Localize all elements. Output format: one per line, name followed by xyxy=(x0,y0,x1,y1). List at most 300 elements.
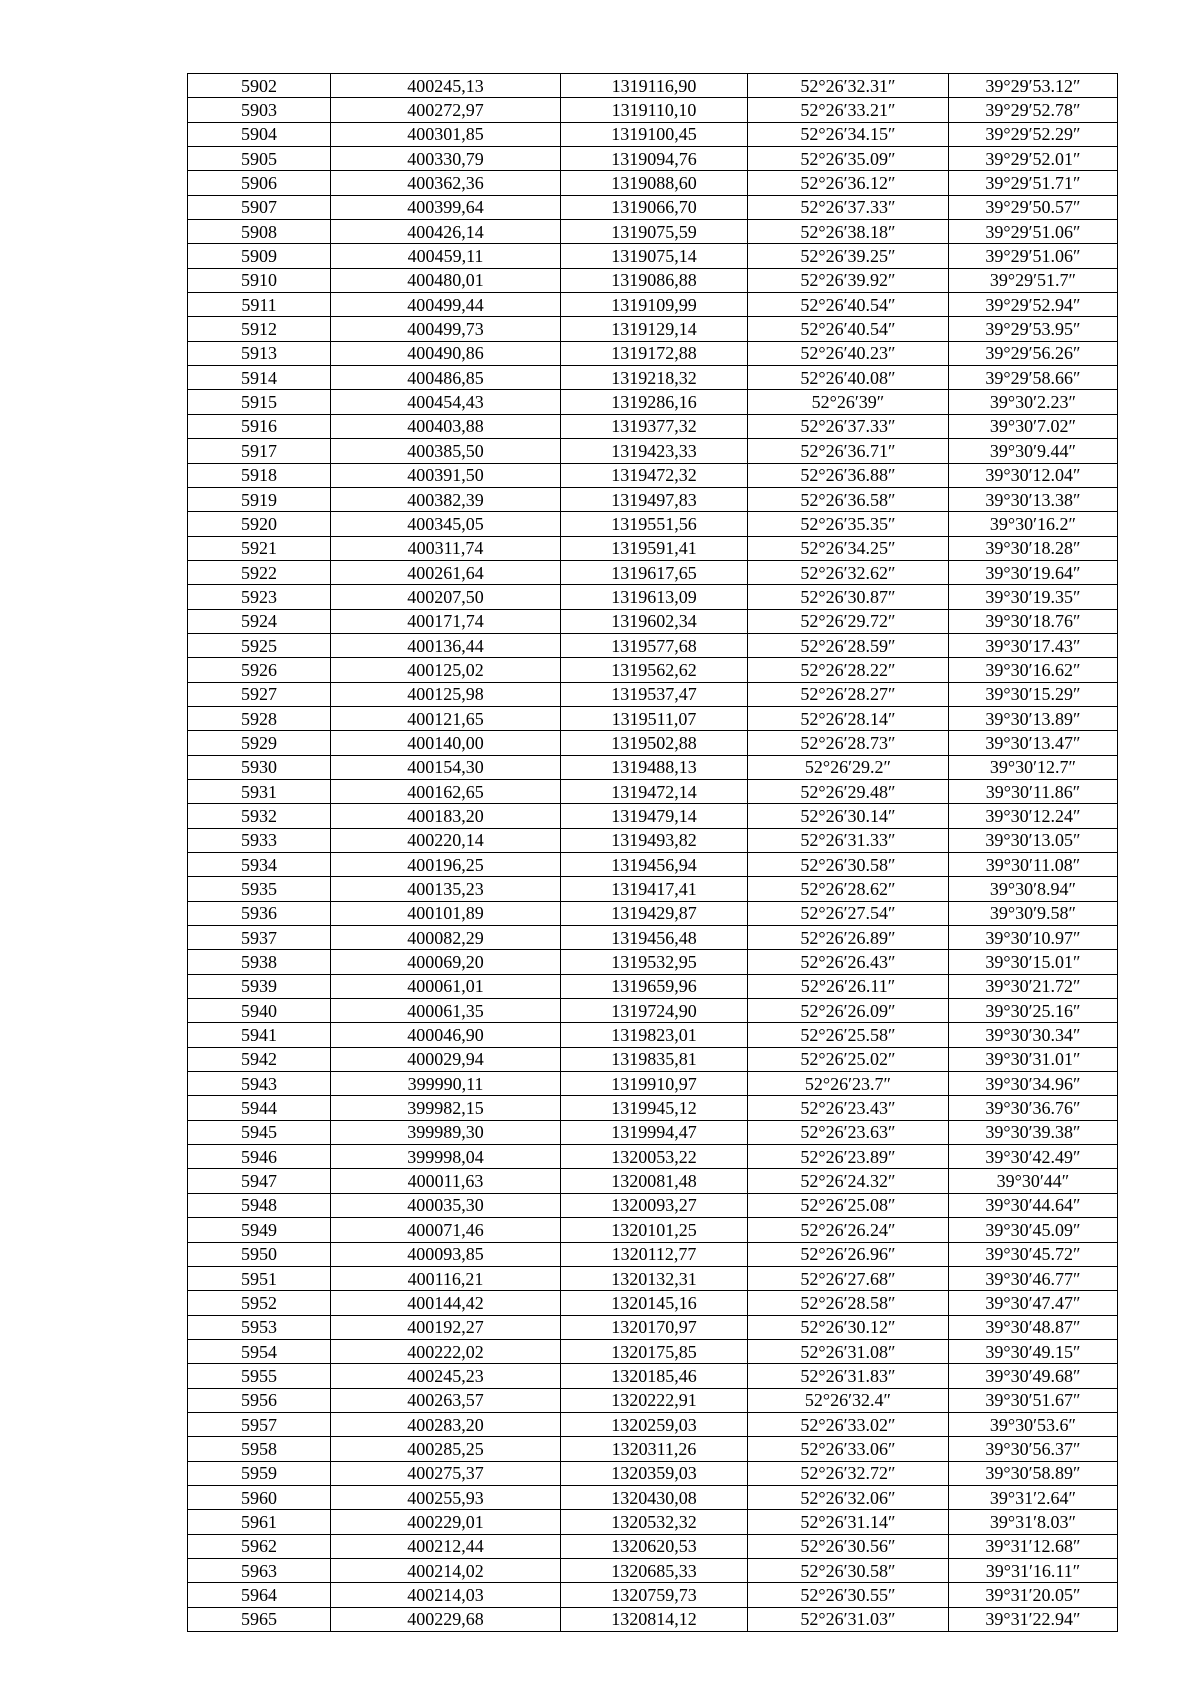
x-coordinate-cell: 400162,65 xyxy=(331,779,561,803)
x-coordinate-cell: 400285,25 xyxy=(331,1437,561,1461)
longitude-cell: 39°30′8.94″ xyxy=(949,877,1118,901)
x-coordinate-cell: 400426,14 xyxy=(331,220,561,244)
point-number-cell: 5951 xyxy=(188,1266,331,1290)
longitude-cell: 39°30′15.29″ xyxy=(949,682,1118,706)
longitude-cell: 39°29′53.95″ xyxy=(949,317,1118,341)
longitude-cell: 39°29′51.06″ xyxy=(949,244,1118,268)
latitude-cell: 52°26′36.71″ xyxy=(748,439,949,463)
latitude-cell: 52°26′35.09″ xyxy=(748,147,949,171)
point-number-cell: 5942 xyxy=(188,1047,331,1071)
longitude-cell: 39°30′12.7″ xyxy=(949,755,1118,779)
y-coordinate-cell: 1319172,88 xyxy=(561,341,748,365)
x-coordinate-cell: 400214,02 xyxy=(331,1558,561,1582)
x-coordinate-cell: 400345,05 xyxy=(331,512,561,536)
table-row xyxy=(188,1412,1118,1436)
latitude-cell: 52°26′25.58″ xyxy=(748,1023,949,1047)
y-coordinate-cell: 1319602,34 xyxy=(561,609,748,633)
x-coordinate-cell: 400212,44 xyxy=(331,1534,561,1558)
x-coordinate-cell: 400385,50 xyxy=(331,439,561,463)
table-row xyxy=(188,828,1118,852)
point-number-cell: 5922 xyxy=(188,560,331,584)
x-coordinate-cell: 400490,86 xyxy=(331,341,561,365)
table-row xyxy=(188,1218,1118,1242)
table-row xyxy=(188,293,1118,317)
latitude-cell: 52°26′28.14″ xyxy=(748,706,949,730)
y-coordinate-cell: 1319472,14 xyxy=(561,779,748,803)
latitude-cell: 52°26′30.56″ xyxy=(748,1534,949,1558)
longitude-cell: 39°30′11.86″ xyxy=(949,779,1118,803)
y-coordinate-cell: 1319417,41 xyxy=(561,877,748,901)
y-coordinate-cell: 1319537,47 xyxy=(561,682,748,706)
y-coordinate-cell: 1320620,53 xyxy=(561,1534,748,1558)
latitude-cell: 52°26′26.96″ xyxy=(748,1242,949,1266)
y-coordinate-cell: 1320132,31 xyxy=(561,1266,748,1290)
latitude-cell: 52°26′28.22″ xyxy=(748,658,949,682)
x-coordinate-cell: 400196,25 xyxy=(331,853,561,877)
longitude-cell: 39°30′30.34″ xyxy=(949,1023,1118,1047)
table-row xyxy=(188,244,1118,268)
table-row xyxy=(188,1510,1118,1534)
y-coordinate-cell: 1319086,88 xyxy=(561,268,748,292)
point-number-cell: 5913 xyxy=(188,341,331,365)
longitude-cell: 39°30′13.05″ xyxy=(949,828,1118,852)
x-coordinate-cell: 400171,74 xyxy=(331,609,561,633)
y-coordinate-cell: 1319472,32 xyxy=(561,463,748,487)
y-coordinate-cell: 1319511,07 xyxy=(561,706,748,730)
latitude-cell: 52°26′27.54″ xyxy=(748,901,949,925)
x-coordinate-cell: 400144,42 xyxy=(331,1291,561,1315)
latitude-cell: 52°26′40.54″ xyxy=(748,317,949,341)
point-number-cell: 5962 xyxy=(188,1534,331,1558)
y-coordinate-cell: 1319493,82 xyxy=(561,828,748,852)
y-coordinate-cell: 1319088,60 xyxy=(561,171,748,195)
y-coordinate-cell: 1319377,32 xyxy=(561,414,748,438)
latitude-cell: 52°26′26.89″ xyxy=(748,926,949,950)
y-coordinate-cell: 1320814,12 xyxy=(561,1607,748,1631)
longitude-cell: 39°29′51.06″ xyxy=(949,220,1118,244)
latitude-cell: 52°26′39″ xyxy=(748,390,949,414)
longitude-cell: 39°30′18.76″ xyxy=(949,609,1118,633)
x-coordinate-cell: 400362,36 xyxy=(331,171,561,195)
y-coordinate-cell: 1320311,26 xyxy=(561,1437,748,1461)
y-coordinate-cell: 1319497,83 xyxy=(561,487,748,511)
latitude-cell: 52°26′23.7″ xyxy=(748,1072,949,1096)
x-coordinate-cell: 400082,29 xyxy=(331,926,561,950)
longitude-cell: 39°30′9.58″ xyxy=(949,901,1118,925)
longitude-cell: 39°29′58.66″ xyxy=(949,366,1118,390)
point-number-cell: 5950 xyxy=(188,1242,331,1266)
point-number-cell: 5903 xyxy=(188,98,331,122)
latitude-cell: 52°26′34.25″ xyxy=(748,536,949,560)
x-coordinate-cell: 400283,20 xyxy=(331,1412,561,1436)
x-coordinate-cell: 400101,89 xyxy=(331,901,561,925)
table-row xyxy=(188,536,1118,560)
longitude-cell: 39°30′44.64″ xyxy=(949,1193,1118,1217)
latitude-cell: 52°26′34.15″ xyxy=(748,122,949,146)
latitude-cell: 52°26′39.92″ xyxy=(748,268,949,292)
x-coordinate-cell: 400116,21 xyxy=(331,1266,561,1290)
longitude-cell: 39°30′46.77″ xyxy=(949,1266,1118,1290)
point-number-cell: 5952 xyxy=(188,1291,331,1315)
longitude-cell: 39°29′52.78″ xyxy=(949,98,1118,122)
x-coordinate-cell: 400229,68 xyxy=(331,1607,561,1631)
x-coordinate-cell: 400263,57 xyxy=(331,1388,561,1412)
latitude-cell: 52°26′32.4″ xyxy=(748,1388,949,1412)
latitude-cell: 52°26′33.02″ xyxy=(748,1412,949,1436)
point-number-cell: 5929 xyxy=(188,731,331,755)
table-row xyxy=(188,1169,1118,1193)
x-coordinate-cell: 400136,44 xyxy=(331,633,561,657)
table-row xyxy=(188,366,1118,390)
x-coordinate-cell: 400214,03 xyxy=(331,1583,561,1607)
point-number-cell: 5915 xyxy=(188,390,331,414)
point-number-cell: 5930 xyxy=(188,755,331,779)
point-number-cell: 5925 xyxy=(188,633,331,657)
table-row xyxy=(188,1193,1118,1217)
table-row xyxy=(188,1437,1118,1461)
x-coordinate-cell: 400272,97 xyxy=(331,98,561,122)
table-row xyxy=(188,390,1118,414)
longitude-cell: 39°31′2.64″ xyxy=(949,1485,1118,1509)
x-coordinate-cell: 400399,64 xyxy=(331,195,561,219)
x-coordinate-cell: 400154,30 xyxy=(331,755,561,779)
x-coordinate-cell: 400330,79 xyxy=(331,147,561,171)
point-number-cell: 5934 xyxy=(188,853,331,877)
x-coordinate-cell: 400093,85 xyxy=(331,1242,561,1266)
latitude-cell: 52°26′39.25″ xyxy=(748,244,949,268)
latitude-cell: 52°26′33.21″ xyxy=(748,98,949,122)
longitude-cell: 39°30′13.38″ xyxy=(949,487,1118,511)
y-coordinate-cell: 1319100,45 xyxy=(561,122,748,146)
point-number-cell: 5945 xyxy=(188,1120,331,1144)
latitude-cell: 52°26′30.14″ xyxy=(748,804,949,828)
point-number-cell: 5941 xyxy=(188,1023,331,1047)
latitude-cell: 52°26′30.87″ xyxy=(748,585,949,609)
x-coordinate-cell: 400071,46 xyxy=(331,1218,561,1242)
table-row xyxy=(188,1364,1118,1388)
y-coordinate-cell: 1319502,88 xyxy=(561,731,748,755)
longitude-cell: 39°30′42.49″ xyxy=(949,1145,1118,1169)
x-coordinate-cell: 400121,65 xyxy=(331,706,561,730)
x-coordinate-cell: 400140,00 xyxy=(331,731,561,755)
latitude-cell: 52°26′26.24″ xyxy=(748,1218,949,1242)
latitude-cell: 52°26′32.62″ xyxy=(748,560,949,584)
x-coordinate-cell: 400391,50 xyxy=(331,463,561,487)
x-coordinate-cell: 400301,85 xyxy=(331,122,561,146)
table-row xyxy=(188,1266,1118,1290)
x-coordinate-cell: 399998,04 xyxy=(331,1145,561,1169)
longitude-cell: 39°30′11.08″ xyxy=(949,853,1118,877)
longitude-cell: 39°30′51.67″ xyxy=(949,1388,1118,1412)
table-row xyxy=(188,98,1118,122)
coordinates-table xyxy=(187,73,1118,1632)
table-row xyxy=(188,585,1118,609)
longitude-cell: 39°31′12.68″ xyxy=(949,1534,1118,1558)
point-number-cell: 5955 xyxy=(188,1364,331,1388)
point-number-cell: 5909 xyxy=(188,244,331,268)
latitude-cell: 52°26′28.62″ xyxy=(748,877,949,901)
table-row xyxy=(188,1485,1118,1509)
point-number-cell: 5947 xyxy=(188,1169,331,1193)
longitude-cell: 39°30′47.47″ xyxy=(949,1291,1118,1315)
table-row xyxy=(188,658,1118,682)
longitude-cell: 39°30′31.01″ xyxy=(949,1047,1118,1071)
latitude-cell: 52°26′30.58″ xyxy=(748,1558,949,1582)
x-coordinate-cell: 400255,93 xyxy=(331,1485,561,1509)
y-coordinate-cell: 1320222,91 xyxy=(561,1388,748,1412)
y-coordinate-cell: 1319617,65 xyxy=(561,560,748,584)
latitude-cell: 52°26′29.2″ xyxy=(748,755,949,779)
point-number-cell: 5916 xyxy=(188,414,331,438)
table-row xyxy=(188,147,1118,171)
longitude-cell: 39°30′7.02″ xyxy=(949,414,1118,438)
latitude-cell: 52°26′30.58″ xyxy=(748,853,949,877)
longitude-cell: 39°30′36.76″ xyxy=(949,1096,1118,1120)
y-coordinate-cell: 1320053,22 xyxy=(561,1145,748,1169)
y-coordinate-cell: 1319562,62 xyxy=(561,658,748,682)
table-row xyxy=(188,487,1118,511)
y-coordinate-cell: 1319423,33 xyxy=(561,439,748,463)
point-number-cell: 5905 xyxy=(188,147,331,171)
longitude-cell: 39°30′56.37″ xyxy=(949,1437,1118,1461)
x-coordinate-cell: 400403,88 xyxy=(331,414,561,438)
latitude-cell: 52°26′28.27″ xyxy=(748,682,949,706)
table-row xyxy=(188,877,1118,901)
point-number-cell: 5923 xyxy=(188,585,331,609)
point-number-cell: 5928 xyxy=(188,706,331,730)
latitude-cell: 52°26′29.48″ xyxy=(748,779,949,803)
y-coordinate-cell: 1320175,85 xyxy=(561,1339,748,1363)
x-coordinate-cell: 399982,15 xyxy=(331,1096,561,1120)
table-row xyxy=(188,1096,1118,1120)
table-row xyxy=(188,195,1118,219)
longitude-cell: 39°29′52.29″ xyxy=(949,122,1118,146)
table-row xyxy=(188,926,1118,950)
latitude-cell: 52°26′28.73″ xyxy=(748,731,949,755)
point-number-cell: 5920 xyxy=(188,512,331,536)
table-row xyxy=(188,1072,1118,1096)
point-number-cell: 5912 xyxy=(188,317,331,341)
y-coordinate-cell: 1319479,14 xyxy=(561,804,748,828)
y-coordinate-cell: 1319429,87 xyxy=(561,901,748,925)
y-coordinate-cell: 1319945,12 xyxy=(561,1096,748,1120)
y-coordinate-cell: 1319066,70 xyxy=(561,195,748,219)
latitude-cell: 52°26′30.12″ xyxy=(748,1315,949,1339)
longitude-cell: 39°31′20.05″ xyxy=(949,1583,1118,1607)
point-number-cell: 5935 xyxy=(188,877,331,901)
x-coordinate-cell: 400382,39 xyxy=(331,487,561,511)
table-row xyxy=(188,220,1118,244)
x-coordinate-cell: 400029,94 xyxy=(331,1047,561,1071)
latitude-cell: 52°26′26.09″ xyxy=(748,999,949,1023)
longitude-cell: 39°30′16.2″ xyxy=(949,512,1118,536)
y-coordinate-cell: 1319456,48 xyxy=(561,926,748,950)
longitude-cell: 39°29′51.7″ xyxy=(949,268,1118,292)
point-number-cell: 5926 xyxy=(188,658,331,682)
table-row xyxy=(188,999,1118,1023)
latitude-cell: 52°26′37.33″ xyxy=(748,195,949,219)
longitude-cell: 39°30′49.68″ xyxy=(949,1364,1118,1388)
y-coordinate-cell: 1319110,10 xyxy=(561,98,748,122)
latitude-cell: 52°26′30.55″ xyxy=(748,1583,949,1607)
longitude-cell: 39°30′2.23″ xyxy=(949,390,1118,414)
latitude-cell: 52°26′27.68″ xyxy=(748,1266,949,1290)
latitude-cell: 52°26′32.72″ xyxy=(748,1461,949,1485)
table-row xyxy=(188,74,1118,98)
y-coordinate-cell: 1319532,95 xyxy=(561,950,748,974)
table-row xyxy=(188,1315,1118,1339)
table-row xyxy=(188,974,1118,998)
point-number-cell: 5921 xyxy=(188,536,331,560)
x-coordinate-cell: 400499,73 xyxy=(331,317,561,341)
x-coordinate-cell: 400069,20 xyxy=(331,950,561,974)
x-coordinate-cell: 400011,63 xyxy=(331,1169,561,1193)
latitude-cell: 52°26′31.14″ xyxy=(748,1510,949,1534)
longitude-cell: 39°30′19.64″ xyxy=(949,560,1118,584)
x-coordinate-cell: 400183,20 xyxy=(331,804,561,828)
latitude-cell: 52°26′36.58″ xyxy=(748,487,949,511)
table-row xyxy=(188,1558,1118,1582)
point-number-cell: 5904 xyxy=(188,122,331,146)
x-coordinate-cell: 400061,35 xyxy=(331,999,561,1023)
y-coordinate-cell: 1319994,47 xyxy=(561,1120,748,1144)
y-coordinate-cell: 1320532,32 xyxy=(561,1510,748,1534)
table-row xyxy=(188,950,1118,974)
longitude-cell: 39°30′25.16″ xyxy=(949,999,1118,1023)
longitude-cell: 39°30′9.44″ xyxy=(949,439,1118,463)
x-coordinate-cell: 400245,13 xyxy=(331,74,561,98)
latitude-cell: 52°26′40.08″ xyxy=(748,366,949,390)
x-coordinate-cell: 400125,98 xyxy=(331,682,561,706)
x-coordinate-cell: 400035,30 xyxy=(331,1193,561,1217)
latitude-cell: 52°26′26.43″ xyxy=(748,950,949,974)
y-coordinate-cell: 1320685,33 xyxy=(561,1558,748,1582)
table-row xyxy=(188,1291,1118,1315)
y-coordinate-cell: 1320170,97 xyxy=(561,1315,748,1339)
point-number-cell: 5956 xyxy=(188,1388,331,1412)
longitude-cell: 39°30′16.62″ xyxy=(949,658,1118,682)
latitude-cell: 52°26′36.12″ xyxy=(748,171,949,195)
y-coordinate-cell: 1320185,46 xyxy=(561,1364,748,1388)
x-coordinate-cell: 400125,02 xyxy=(331,658,561,682)
x-coordinate-cell: 400222,02 xyxy=(331,1339,561,1363)
y-coordinate-cell: 1319488,13 xyxy=(561,755,748,779)
table-row xyxy=(188,463,1118,487)
x-coordinate-cell: 400261,64 xyxy=(331,560,561,584)
y-coordinate-cell: 1320081,48 xyxy=(561,1169,748,1193)
latitude-cell: 52°26′35.35″ xyxy=(748,512,949,536)
longitude-cell: 39°30′10.97″ xyxy=(949,926,1118,950)
point-number-cell: 5933 xyxy=(188,828,331,852)
longitude-cell: 39°30′53.6″ xyxy=(949,1412,1118,1436)
x-coordinate-cell: 400061,01 xyxy=(331,974,561,998)
longitude-cell: 39°30′19.35″ xyxy=(949,585,1118,609)
longitude-cell: 39°30′34.96″ xyxy=(949,1072,1118,1096)
point-number-cell: 5961 xyxy=(188,1510,331,1534)
table-row xyxy=(188,1047,1118,1071)
longitude-cell: 39°30′12.04″ xyxy=(949,463,1118,487)
x-coordinate-cell: 400275,37 xyxy=(331,1461,561,1485)
y-coordinate-cell: 1319075,59 xyxy=(561,220,748,244)
table-row xyxy=(188,633,1118,657)
y-coordinate-cell: 1320430,08 xyxy=(561,1485,748,1509)
point-number-cell: 5940 xyxy=(188,999,331,1023)
x-coordinate-cell: 400459,11 xyxy=(331,244,561,268)
y-coordinate-cell: 1320145,16 xyxy=(561,1291,748,1315)
point-number-cell: 5936 xyxy=(188,901,331,925)
x-coordinate-cell: 399990,11 xyxy=(331,1072,561,1096)
longitude-cell: 39°30′58.89″ xyxy=(949,1461,1118,1485)
latitude-cell: 52°26′28.59″ xyxy=(748,633,949,657)
table-row xyxy=(188,1461,1118,1485)
y-coordinate-cell: 1319835,81 xyxy=(561,1047,748,1071)
table-row xyxy=(188,731,1118,755)
y-coordinate-cell: 1320112,77 xyxy=(561,1242,748,1266)
x-coordinate-cell: 400046,90 xyxy=(331,1023,561,1047)
point-number-cell: 5910 xyxy=(188,268,331,292)
point-number-cell: 5931 xyxy=(188,779,331,803)
table-row xyxy=(188,1120,1118,1144)
longitude-cell: 39°31′22.94″ xyxy=(949,1607,1118,1631)
longitude-cell: 39°30′12.24″ xyxy=(949,804,1118,828)
y-coordinate-cell: 1320093,27 xyxy=(561,1193,748,1217)
table-row xyxy=(188,1145,1118,1169)
longitude-cell: 39°31′8.03″ xyxy=(949,1510,1118,1534)
table-row xyxy=(188,706,1118,730)
x-coordinate-cell: 400499,44 xyxy=(331,293,561,317)
latitude-cell: 52°26′31.33″ xyxy=(748,828,949,852)
table-row xyxy=(188,1023,1118,1047)
latitude-cell: 52°26′32.06″ xyxy=(748,1485,949,1509)
table-row xyxy=(188,122,1118,146)
table-row xyxy=(188,755,1118,779)
point-number-cell: 5911 xyxy=(188,293,331,317)
y-coordinate-cell: 1320101,25 xyxy=(561,1218,748,1242)
x-coordinate-cell: 400229,01 xyxy=(331,1510,561,1534)
coordinates-table-body xyxy=(188,74,1118,1632)
longitude-cell: 39°30′13.89″ xyxy=(949,706,1118,730)
table-row xyxy=(188,1242,1118,1266)
latitude-cell: 52°26′33.06″ xyxy=(748,1437,949,1461)
table-row xyxy=(188,268,1118,292)
y-coordinate-cell: 1320359,03 xyxy=(561,1461,748,1485)
y-coordinate-cell: 1319094,76 xyxy=(561,147,748,171)
table-row xyxy=(188,341,1118,365)
table-row xyxy=(188,1339,1118,1363)
y-coordinate-cell: 1319613,09 xyxy=(561,585,748,609)
x-coordinate-cell: 400245,23 xyxy=(331,1364,561,1388)
longitude-cell: 39°30′45.09″ xyxy=(949,1218,1118,1242)
y-coordinate-cell: 1319724,90 xyxy=(561,999,748,1023)
point-number-cell: 5960 xyxy=(188,1485,331,1509)
longitude-cell: 39°30′49.15″ xyxy=(949,1339,1118,1363)
longitude-cell: 39°29′53.12″ xyxy=(949,74,1118,98)
table-row xyxy=(188,512,1118,536)
point-number-cell: 5919 xyxy=(188,487,331,511)
x-coordinate-cell: 400220,14 xyxy=(331,828,561,852)
table-row xyxy=(188,804,1118,828)
y-coordinate-cell: 1319286,16 xyxy=(561,390,748,414)
y-coordinate-cell: 1319823,01 xyxy=(561,1023,748,1047)
y-coordinate-cell: 1319659,96 xyxy=(561,974,748,998)
point-number-cell: 5957 xyxy=(188,1412,331,1436)
y-coordinate-cell: 1319456,94 xyxy=(561,853,748,877)
longitude-cell: 39°30′39.38″ xyxy=(949,1120,1118,1144)
y-coordinate-cell: 1319075,14 xyxy=(561,244,748,268)
point-number-cell: 5964 xyxy=(188,1583,331,1607)
table-row xyxy=(188,317,1118,341)
point-number-cell: 5958 xyxy=(188,1437,331,1461)
